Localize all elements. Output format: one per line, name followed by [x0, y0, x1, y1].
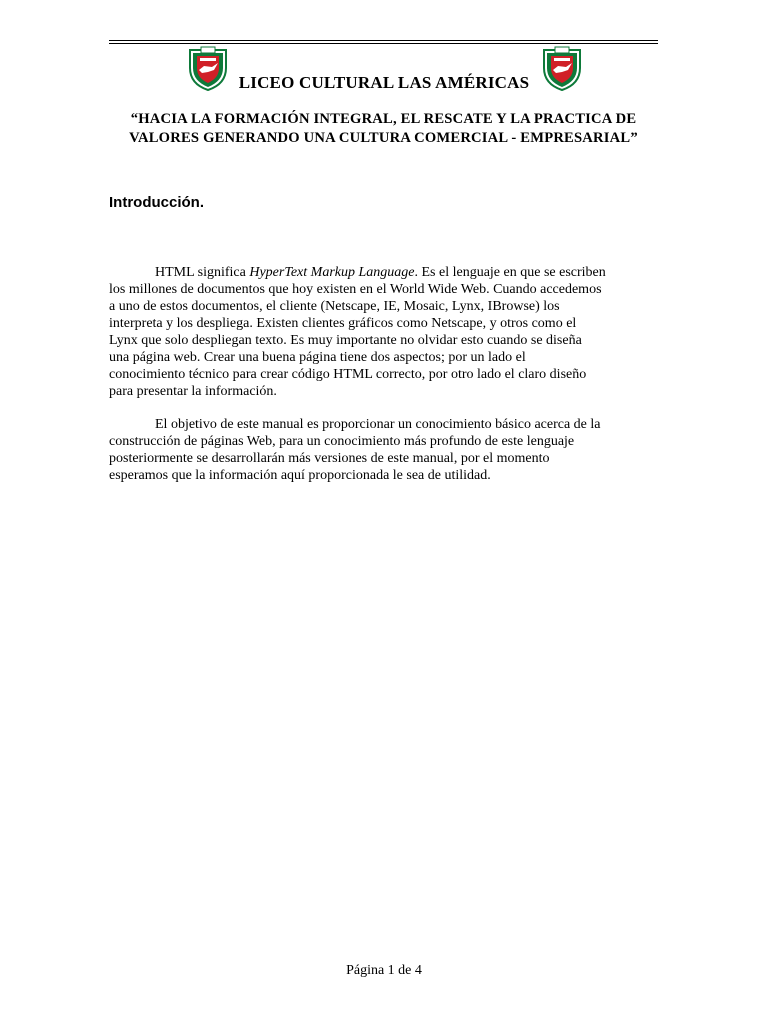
text-line: los millones de documentos que hoy existen en el World Wide Web. Cuando accedemos [109, 282, 602, 297]
text-line: a uno de estos documentos, el cliente (Netscape, IE, Mosaic, Lynx, IBrowse) los [109, 299, 560, 314]
text-run: El objetivo de este manual es proporcionar un conocimiento básico acerca de la [155, 417, 601, 432]
page-number: Página 1 de 4 [346, 963, 422, 978]
motto-line: “HACIA LA FORMACIÓN INTEGRAL, EL RESCATE Y LA PRACTICA DE [130, 111, 637, 127]
text-line: una página web. Crear una buena página tiene dos aspectos; por un lado el [109, 350, 526, 365]
header-rule-top [109, 40, 658, 41]
text-line: Lynx que solo despliegan texto. Es muy importante no olvidar esto cuando se diseña [109, 333, 582, 348]
section-heading: Introducción. [109, 194, 204, 211]
text-line: esperamos que la información aquí proporcionada le sea de utilidad. [109, 468, 491, 483]
emphasis-text: HyperText Markup Language [249, 265, 415, 280]
motto-line: VALORES GENERANDO UNA CULTURA COMERCIAL - EMPRESARIAL” [129, 130, 638, 146]
paragraph-intro [109, 264, 660, 400]
text-line: construcción de páginas Web, para un conocimiento más profundo de este lenguaje [109, 434, 575, 449]
text-line [109, 264, 660, 281]
text-line: para presentar la información. [109, 384, 277, 399]
paragraph-objective [109, 416, 660, 484]
text-line [109, 416, 660, 433]
text-line: interpreta y los despliega. Existen clientes gráficos como Netscape, y otros como el [109, 316, 577, 331]
school-motto [109, 110, 658, 148]
text-line: posteriormente se desarrollarán más versiones de este manual, por el momento [109, 451, 550, 466]
text-line: conocimiento técnico para crear código HTML correcto, por otro lado el claro diseño [109, 367, 587, 382]
text-run: . Es el lenguaje en que se escriben [414, 265, 606, 280]
text-run: HTML significa [155, 265, 250, 280]
school-name: LICEO CULTURAL LAS AMÉRICAS [238, 73, 530, 92]
